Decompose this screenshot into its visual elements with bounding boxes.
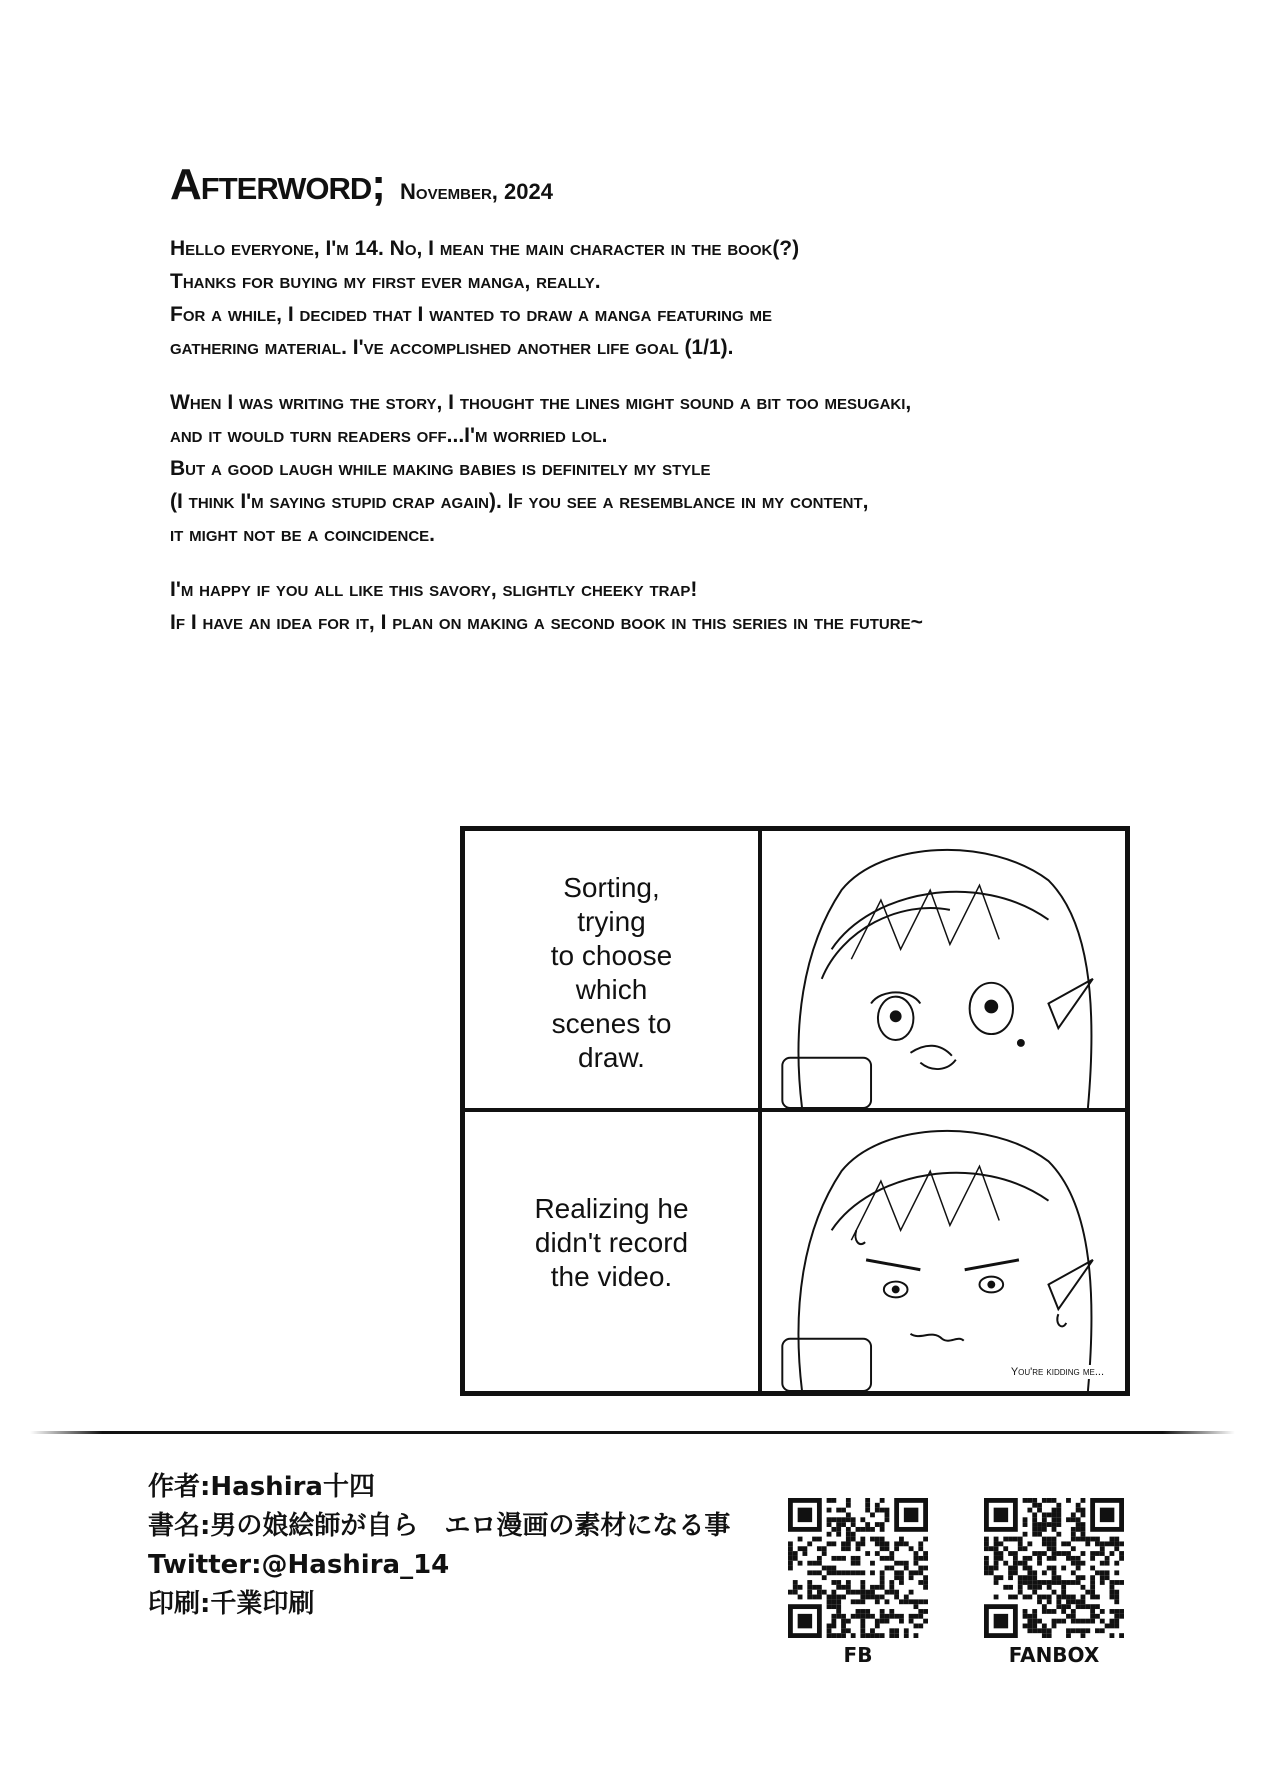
afterword-paragraph-3 xyxy=(170,573,1170,639)
panel-caption-1 xyxy=(465,871,758,1075)
afterword-line: For a while, I decided that I wanted to draw a manga featuring me xyxy=(170,303,772,326)
comic-panel-caption-2 xyxy=(463,1110,760,1393)
afterword-line: it might not be a coincidence. xyxy=(170,523,436,546)
qr-label-fanbox: FANBOX xyxy=(1008,1643,1100,1667)
colophon xyxy=(148,1468,730,1624)
afterword-line: When I was writing the story, I thought the lines might sound a bit too mesugaki, xyxy=(170,391,912,414)
afterword-line: Thanks for buying my first ever manga, really. xyxy=(170,270,601,293)
qr-code-icon[interactable] xyxy=(984,1498,1124,1638)
afterword-line: Hello everyone, I'm 14. No, I mean the main character in the book(?) xyxy=(170,237,800,260)
colophon-title: 書名:男の娘絵師が自ら エロ漫画の素材になる事 xyxy=(148,1511,731,1541)
afterword-line: (I think I'm saying stupid crap again). If you see a resemblance in my content, xyxy=(170,490,869,513)
afterword-section xyxy=(170,160,1170,639)
afterword-paragraph-1 xyxy=(170,232,1170,364)
caption-line: Realizing he xyxy=(534,1193,689,1224)
qr-code-icon[interactable] xyxy=(788,1498,928,1638)
afterword-title: Afterword; xyxy=(170,160,385,209)
panel-small-caption: You're kidding me... xyxy=(1008,1365,1107,1379)
afterword-heading xyxy=(170,160,1170,210)
character-illustration-shocked xyxy=(762,1112,1125,1391)
afterword-date: November, 2024 xyxy=(400,179,553,204)
caption-line: the video. xyxy=(550,1261,673,1292)
afterword-paragraph-2 xyxy=(170,386,1170,551)
caption-line: to choose xyxy=(550,940,673,971)
afterword-line: If I have an idea for it, I plan on making a second book in this series in the future~ xyxy=(170,611,923,634)
afterword-line: I'm happy if you all like this savory, slightly cheeky trap! xyxy=(170,578,698,601)
caption-line: Sorting, xyxy=(563,872,660,903)
caption-line: trying xyxy=(577,906,646,937)
caption-line: scenes to xyxy=(551,1008,672,1039)
afterword-line: and it would turn readers off...I'm worried lol. xyxy=(170,424,608,447)
afterword-line: gathering material. I've accomplished another life goal (1/1). xyxy=(170,336,734,359)
comic-panel-art-2 xyxy=(760,1110,1127,1393)
comic-panel-caption-1 xyxy=(463,829,760,1110)
panel-caption-2 xyxy=(465,1192,758,1294)
colophon-twitter: Twitter:@Hashira_14 xyxy=(148,1550,450,1580)
caption-line: draw. xyxy=(578,1042,645,1073)
colophon-author: 作者:Hashira十四 xyxy=(148,1472,375,1502)
afterword-line: But a good laugh while making babies is definitely my style xyxy=(170,457,711,480)
caption-line: didn't record xyxy=(534,1227,689,1258)
colophon-printer: 印刷:千業印刷 xyxy=(148,1589,315,1619)
comic-strip xyxy=(460,826,1130,1396)
caption-line: which xyxy=(575,974,648,1005)
divider xyxy=(30,1431,1235,1434)
qr-label-fb: FB xyxy=(843,1643,873,1667)
comic-panel-art-1 xyxy=(760,829,1127,1110)
character-illustration-happy xyxy=(762,831,1125,1108)
